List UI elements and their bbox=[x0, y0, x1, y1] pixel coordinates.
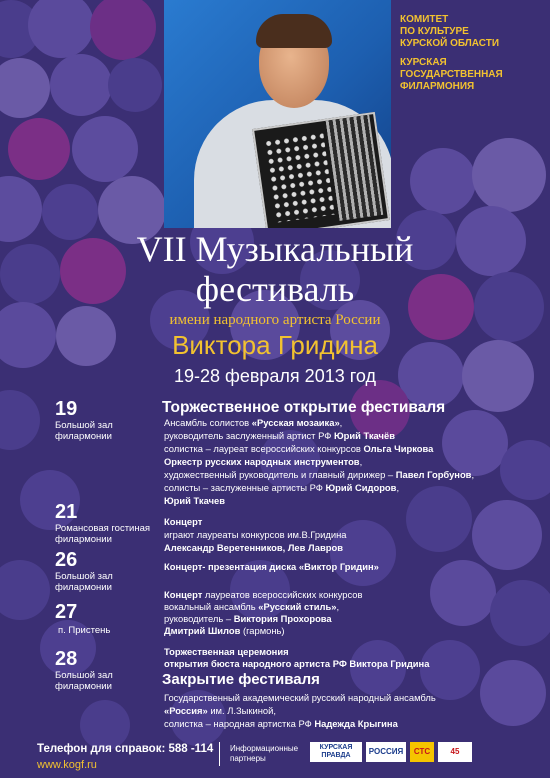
event-day-27: 27 bbox=[55, 601, 78, 623]
event-day-21: 21 bbox=[55, 501, 78, 523]
event-19-line5: художественный руководитель и главный дирижер – Павел Горбунов, bbox=[164, 469, 475, 480]
festival-subtitle: имени народного артиста России bbox=[169, 312, 381, 328]
logo-sts: СТС bbox=[410, 742, 434, 762]
event-day-19: 19 bbox=[55, 398, 78, 420]
partners-label: Информационные партнеры bbox=[230, 744, 299, 763]
event-venue-27: п. Пристень bbox=[58, 625, 111, 636]
event-27-line3: руководитель – Виктория Прохорова bbox=[164, 613, 332, 624]
event-day-26: 26 bbox=[55, 549, 78, 571]
event-27-line2: вокальный ансамбль «Русский стиль», bbox=[164, 601, 340, 612]
event-21-line2: играют лауреаты конкурсов им.В.Гридина bbox=[164, 529, 347, 540]
event-27-line4: Дмитрий Шилов (гармонь) bbox=[164, 625, 285, 636]
event-19-line2: руководитель заслуженный артист РФ Юрий Ткачёв bbox=[164, 430, 395, 441]
event-19-line7: Юрий Ткачев bbox=[164, 495, 225, 506]
event-28-line1: Торжественная церемония bbox=[164, 646, 289, 657]
musician-photo bbox=[164, 0, 391, 228]
event-21-line1: Концерт bbox=[164, 516, 203, 527]
event-day-28: 28 bbox=[55, 648, 78, 670]
event-19-line4: Оркестр русских народных инструментов, bbox=[164, 456, 363, 467]
event-28-line5: солистка – народная артистка РФ Надежда Крыгина bbox=[164, 718, 398, 729]
event-28-line4: «Россия» им. Л.Зыкиной, bbox=[164, 705, 276, 716]
phone-info: Телефон для справок: 588 -114 bbox=[37, 743, 214, 755]
event-28-line2: открытия бюста народного артиста РФ Виктора Гридина bbox=[164, 658, 430, 669]
event-26-line1: Концерт- презентация диска «Виктор Гридин» bbox=[164, 561, 379, 572]
event-venue-28: Большой зал филармонии bbox=[55, 670, 113, 692]
festival-title-line2: фестиваль bbox=[195, 269, 355, 309]
event-28-line3: Государственный академический русский народный ансамбль bbox=[164, 692, 436, 703]
logo-kurskaya-pravda: КУРСКАЯ ПРАВДА bbox=[310, 742, 362, 762]
accordion-icon bbox=[252, 112, 390, 228]
philharmonic-label: КУРСКАЯ ГОСУДАРСТВЕННАЯ ФИЛАРМОНИЯ bbox=[400, 57, 503, 92]
closing-heading: Закрытие фестиваля bbox=[162, 671, 320, 688]
event-venue-19: Большой зал филармонии bbox=[55, 420, 113, 442]
event-19-line1: Ансамбль солистов «Русская мозаика», bbox=[164, 417, 343, 428]
committee-label: КОМИТЕТ ПО КУЛЬТУРЕ КУРСКОЙ ОБЛАСТИ bbox=[400, 14, 500, 49]
event-21-line3: Александр Веретенников, Лев Лавров bbox=[164, 542, 343, 553]
event-19-line3: солистка – лауреат всероссийских конкурсов Ольга Чиркова bbox=[164, 443, 434, 454]
artist-name: Виктора Гридина bbox=[172, 330, 378, 360]
footer-divider bbox=[219, 742, 220, 766]
website-link[interactable]: www.kogf.ru bbox=[37, 759, 97, 771]
event-venue-21: Романсовая гостиная филармонии bbox=[55, 523, 151, 545]
logo-rossiya: РОССИЯ bbox=[366, 742, 406, 762]
event-venue-26: Большой зал филармонии bbox=[55, 571, 113, 593]
festival-dates: 19-28 февраля 2013 год bbox=[173, 366, 377, 386]
opening-heading: Торжественное открытие фестиваля bbox=[162, 399, 446, 416]
logo-45: 45 bbox=[438, 742, 472, 762]
festival-title-line1: VII Музыкальный bbox=[136, 229, 414, 269]
event-27-line1: Концерт лауреатов всероссийских конкурсов bbox=[164, 589, 363, 600]
event-19-line6: солисты – заслуженные артисты РФ Юрий Сидоров, bbox=[164, 482, 400, 493]
